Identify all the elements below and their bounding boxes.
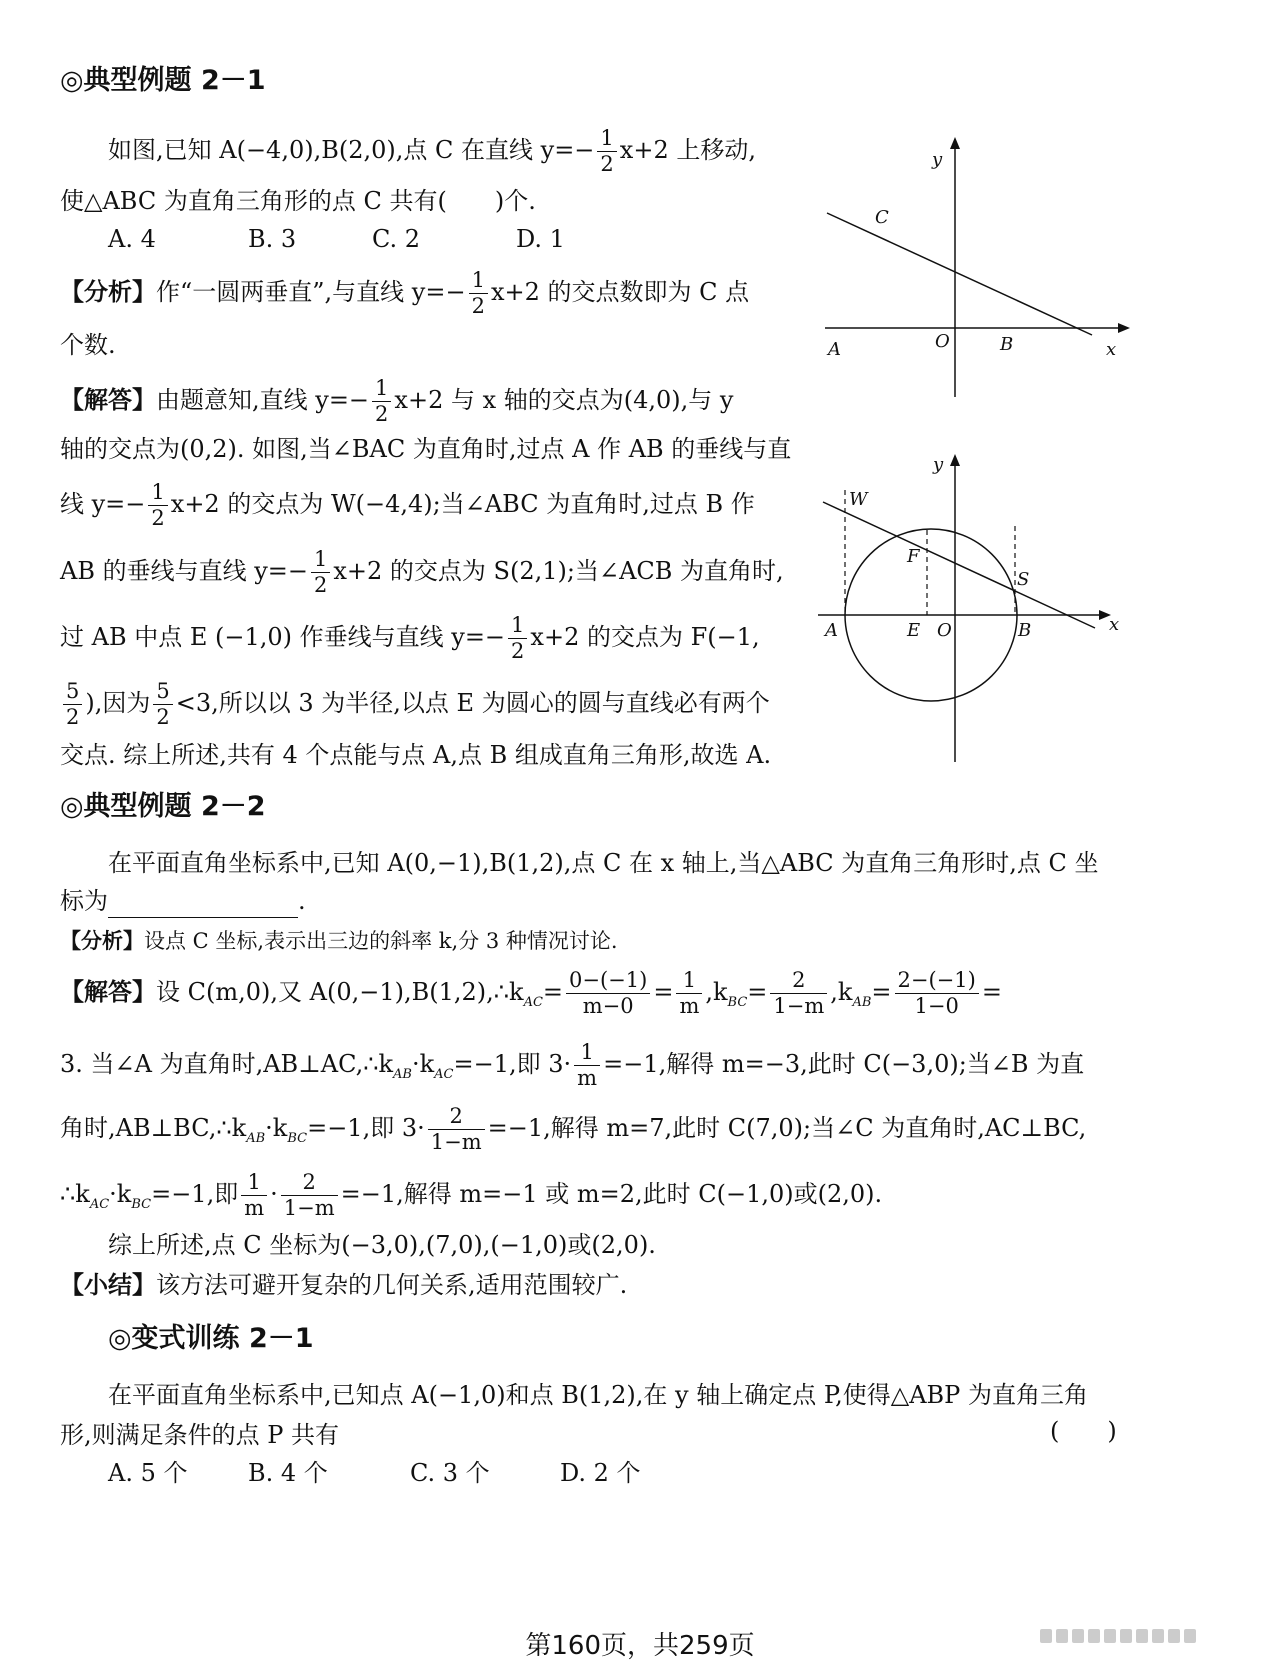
fig1-c-label: C xyxy=(875,207,889,228)
var21-question-line1: 在平面直角坐标系中,已知点 A(−1,0)和点 B(1,2),在 y 轴上确定点 P,使得△ABP 为直角三角 xyxy=(108,1381,1088,1409)
fig2-e-label: E xyxy=(907,620,921,641)
ex21-analysis-line2: 个数. xyxy=(60,331,116,359)
ex21-solution-line7: 交点. 综上所述,共有 4 个点能与点 A,点 B 组成直角三角形,故选 A. xyxy=(60,741,772,769)
ex21-question-line2: 使△ABC 为直角三角形的点 C 共有( )个. xyxy=(60,187,536,215)
ex22-summary: 【小结】该方法可避开复杂的几何关系,适用范围较广. xyxy=(60,1270,628,1299)
fig1-a-label: A xyxy=(828,339,841,360)
fig2-b-label: B xyxy=(1018,620,1032,641)
ex22-analysis: 【分析】设点 C 坐标,表示出三边的斜率 k,分 3 种情况讨论. xyxy=(60,928,618,953)
fig2-f-label: F xyxy=(907,546,920,567)
answer-blank xyxy=(108,891,298,918)
ex22-solution-line2: 3. 当∠A 为直角时$,AB\perp AC,\therefore k_{AB}\cdot k_{AC}=-1$,即 3· $\frac{1}{m}$ =−1,解得 m=−3,此时 C(−3,0);当∠B 为直 xyxy=(60,1040,1085,1090)
var21-option-c: C. 3 个 xyxy=(410,1459,490,1487)
ex22-solution-line1: 【解答】设 C(m,0),又 $A(0,-1),B(1,2),\therefore k_{AC}=$ $\frac{0-(-1)}{m-0}$ = $\frac{1}{m}$ $,k_{BC}=$ $\frac{2}{1-m}$ $,k_{AB}=$ $\frac{2-(-1)}{1-0}$ = xyxy=(60,968,1002,1018)
variant-2-1-heading: ◎变式训练 2－1 xyxy=(108,1323,314,1354)
var21-answer-paren: ( ) xyxy=(1050,1417,1117,1445)
figure-2-circle-graph xyxy=(815,450,1135,770)
ex21-option-d: D. 1 xyxy=(516,225,565,253)
fig2-a-label: A xyxy=(825,620,838,641)
fig2-s-label: S xyxy=(1017,569,1030,590)
ex22-solution-line4: $\therefore k_{AC}\cdot k_{BC}=-1$,即 $\frac{1}{m}$ · $\frac{2}{1-m}$ =−1,解得 m=−1 或 m=2,此时 C(−1,0)或(2,0). xyxy=(60,1170,883,1220)
ex21-solution-line3: 线 y=− $\frac{1}{2}$ x+2 的交点为 W(−4,4);当∠ABC 为直角时,过点 B 作 xyxy=(60,480,755,530)
ex22-question-line2: 标为 . xyxy=(60,884,306,918)
ex21-option-b: B. 3 xyxy=(248,225,297,253)
ex21-solution-line1: 【解答】由题意知,直线 y=− $\frac{1}{2}$ x+2 与 x 轴的交点为(4,0),与 y xyxy=(60,376,734,426)
fig2-o-label: O xyxy=(937,620,952,641)
figure-1-line-graph xyxy=(820,135,1140,405)
ex21-solution-line5: 过 AB 中点 E (−1,0) 作垂线与直线 y=− $\frac{1}{2}$ x+2 的交点为 F(−1, xyxy=(60,613,760,663)
var21-option-b: B. 4 个 xyxy=(248,1459,328,1487)
ex21-solution-line2: 轴的交点为(0,2). 如图,当∠BAC 为直角时,过点 A 作 AB 的垂线与直 xyxy=(60,435,792,463)
ex22-question-line1: 在平面直角坐标系中,已知 A(0,−1),B(1,2),点 C 在 x 轴上,当△ABC 为直角三角形时,点 C 坐 xyxy=(108,849,1099,877)
fraction-half: $\frac{1}{2}$ xyxy=(597,128,616,175)
var21-question-line2: 形,则满足条件的点 P 共有 xyxy=(60,1421,340,1449)
page-scroll-indicator xyxy=(1040,1628,1240,1642)
ex21-solution-line6: $\frac{5}{2}$ ),因为 $\frac{5}{2}$ <3,所以以 3 为半径,以点 E 为圆心的圆与直线必有两个 xyxy=(60,681,770,728)
fig2-w-label: W xyxy=(849,489,868,510)
ex21-analysis-line1: 【分析】作“一圆两垂直”,与直线 y=− $\frac{1}{2}$ x+2 的交点数即为 C 点 xyxy=(60,268,750,318)
fig2-x-label: x xyxy=(1109,614,1120,635)
ex21-option-a: A. 4 xyxy=(108,225,156,253)
ex21-option-c: C. 2 xyxy=(372,225,421,253)
fig1-o-label: O xyxy=(935,331,950,352)
ex22-conclusion: 综上所述,点 C 坐标为(−3,0),(7,0),(−1,0)或(2,0). xyxy=(108,1231,656,1259)
example-2-2-heading: ◎典型例题 2－2 xyxy=(60,791,266,822)
fig1-y-label: y xyxy=(932,149,943,170)
ex21-solution-line4: AB 的垂线与直线 y=− $\frac{1}{2}$ x+2 的交点为 S(2,1);当∠ACB 为直角时, xyxy=(60,547,784,597)
ex22-solution-line3: 角时$,AB\perp BC,\therefore k_{AB}\cdot k_{BC}=-1$,即 3· $\frac{2}{1-m}$ =−1,解得 m=7,此时 C(7,0);当∠C 为直角时,AC⊥BC, xyxy=(60,1104,1087,1154)
ex21-question-line1: 如图,已知 A(−4,0),B(2,0),点 C 在直线 y=− $\frac{1}{2}$ x+2 上移动, xyxy=(108,126,756,176)
example-2-1-heading: ◎典型例题 2－1 xyxy=(60,65,266,96)
page-number: 第160页，共259页 xyxy=(525,1631,755,1661)
fig2-y-label: y xyxy=(933,454,944,475)
var21-option-d: D. 2 个 xyxy=(560,1459,641,1487)
fig1-b-label: B xyxy=(1000,334,1014,355)
fig1-x-label: x xyxy=(1106,339,1117,360)
var21-option-a: A. 5 个 xyxy=(108,1459,188,1487)
